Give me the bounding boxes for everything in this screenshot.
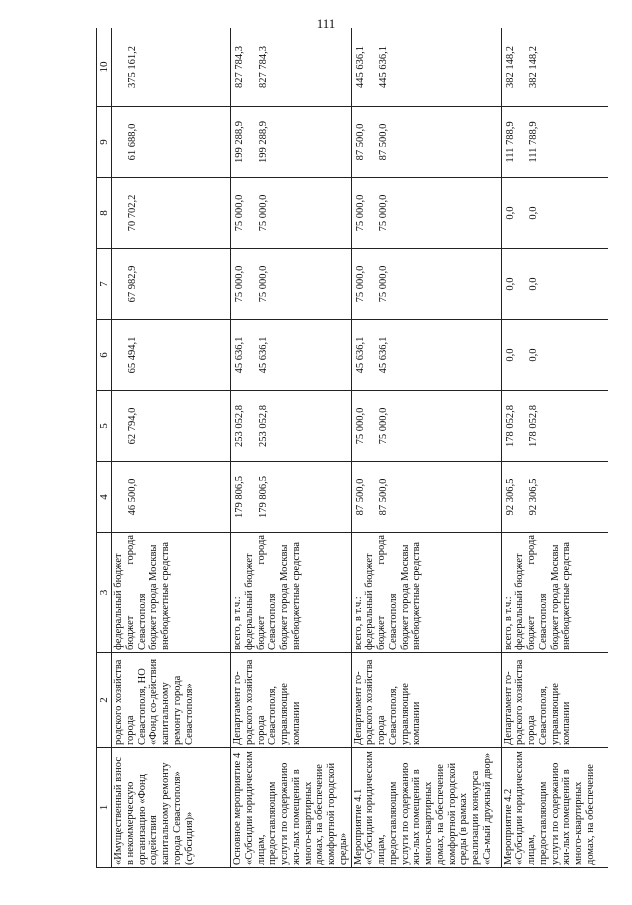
value: 178 052,8 xyxy=(528,405,539,447)
value: 87 500,0 xyxy=(354,478,366,516)
source-line: федеральный бюджет xyxy=(113,553,124,650)
source-line: федеральный бюджет xyxy=(243,553,255,650)
value: 111 788,9 xyxy=(528,121,539,163)
value: 75 000,0 xyxy=(378,265,389,303)
value-cell xyxy=(112,249,231,320)
value: 75 000,0 xyxy=(354,194,366,232)
value-cell xyxy=(112,178,231,249)
value: 45 636,1 xyxy=(354,336,366,374)
value: 67 982,9 xyxy=(126,265,138,303)
source-line: бюджет города xyxy=(376,535,387,650)
value-cell xyxy=(501,178,608,249)
value: 65 494,1 xyxy=(126,336,138,374)
value: 92 306,5 xyxy=(528,478,539,516)
header-cell: 5 xyxy=(97,391,112,462)
value-cell xyxy=(231,249,352,320)
value-cell xyxy=(231,320,352,391)
value-cell xyxy=(351,28,501,107)
header-cell: 2 xyxy=(97,653,112,748)
measure-name: Мероприятие 4.1 «Субсидии юридическим лицам, предоставляющим услуги по содержанию жи-лых помещений в много-квартирных домах, на обеспечение комфортной городской среды (в рамках реализации конкурса «Са-мый дружный двор» xyxy=(351,748,501,868)
value-cell xyxy=(501,107,608,178)
header-cell: 3 xyxy=(97,533,112,653)
header-cell: 1 xyxy=(97,748,112,868)
rotated-table-area xyxy=(96,28,608,868)
source-line: всего, в т.ч.: xyxy=(502,596,514,650)
value: 87 500,0 xyxy=(354,123,366,161)
value: 0,0 xyxy=(504,206,516,220)
value-cell xyxy=(231,107,352,178)
value: 75 000,0 xyxy=(257,265,269,303)
source-line: федеральный бюджет xyxy=(514,553,526,650)
header-cell: 4 xyxy=(97,462,112,533)
table-row xyxy=(351,28,501,868)
page-number: 111 xyxy=(316,16,336,31)
header-cell: 9 xyxy=(97,107,112,178)
value-cell xyxy=(351,249,501,320)
value: 87 500,0 xyxy=(378,478,389,516)
funding-sources xyxy=(501,533,608,653)
executor: Департамент го-родского хозяйства города Севастополя, управляющие компании xyxy=(501,653,608,748)
value: 199 288,9 xyxy=(257,121,269,163)
source-line: бюджет города xyxy=(124,535,136,650)
value: 445 636,1 xyxy=(354,46,366,88)
value: 178 052,8 xyxy=(504,405,516,447)
source-line: бюджет города Москвы xyxy=(279,544,290,650)
value-cell xyxy=(351,320,501,391)
value-cell xyxy=(501,28,608,107)
value: 87 500,0 xyxy=(378,123,389,161)
value: 0,0 xyxy=(504,277,516,291)
source-line: бюджет города xyxy=(526,535,537,650)
source-line: Севастополя xyxy=(387,593,399,650)
value: 253 052,8 xyxy=(234,405,245,447)
measure-name: Основное мероприятие 4 «Субсидии юридическим лицам, предоставляющим услуги по содержанию жи-лых помещений в много-квартирных домах, на обеспечение комфортной городской среды» xyxy=(231,748,352,868)
source-line: Севастополя xyxy=(267,593,279,650)
value-cell xyxy=(351,107,501,178)
source-line: внебюджетные средства xyxy=(411,541,423,650)
source-line: бюджет города Москвы xyxy=(549,544,561,650)
executor: родского хозяйства города Севастополя, НО «Фонд со-действия капитальному ремонту города Севастополя» xyxy=(112,653,231,748)
value: 199 288,9 xyxy=(234,121,245,163)
value-cell xyxy=(351,462,501,533)
header-row xyxy=(97,28,112,868)
table-row xyxy=(112,28,231,868)
source-line: федеральный бюджет xyxy=(364,553,376,650)
source-line: внебюджетные средства xyxy=(160,541,171,650)
value: 0,0 xyxy=(528,348,539,362)
source-line: бюджет города Москвы xyxy=(399,544,411,650)
value: 382 148,2 xyxy=(504,46,516,88)
value: 92 306,5 xyxy=(504,478,516,516)
table-row xyxy=(501,28,608,868)
value: 70 702,2 xyxy=(126,194,138,232)
executor: Департамент го-родского хозяйства города Севастополя, управляющие компании xyxy=(351,653,501,748)
source-line: внебюджетные средства xyxy=(561,541,573,650)
value: 75 000,0 xyxy=(354,407,366,445)
source-line: всего, в т.ч.: xyxy=(232,596,243,650)
value-cell xyxy=(231,462,352,533)
value-cell xyxy=(231,28,352,107)
value-cell xyxy=(501,320,608,391)
value: 253 052,8 xyxy=(257,405,269,447)
value: 75 000,0 xyxy=(234,265,245,303)
value-cell xyxy=(231,391,352,462)
header-cell: 8 xyxy=(97,178,112,249)
header-cell: 6 xyxy=(97,320,112,391)
value-cell xyxy=(351,178,501,249)
value: 45 636,1 xyxy=(378,336,389,374)
source-line: внебюджетные средства xyxy=(290,541,302,650)
value: 75 000,0 xyxy=(354,265,366,303)
value-cell xyxy=(501,249,608,320)
value-cell xyxy=(112,28,231,107)
value-cell xyxy=(112,391,231,462)
value: 179 806,5 xyxy=(257,476,269,518)
funding-sources xyxy=(112,533,231,653)
value: 0,0 xyxy=(528,206,539,220)
source-line: Севастополя xyxy=(537,593,549,650)
value: 62 794,0 xyxy=(126,407,138,445)
source-line: всего, в т.ч.: xyxy=(352,596,364,650)
value: 61 688,0 xyxy=(126,123,138,161)
value-cell xyxy=(351,391,501,462)
funding-sources xyxy=(351,533,501,653)
value: 75 000,0 xyxy=(234,194,245,232)
value: 75 000,0 xyxy=(257,194,269,232)
value: 827 784,3 xyxy=(257,46,269,88)
value-cell xyxy=(112,320,231,391)
value: 0,0 xyxy=(528,277,539,291)
value: 45 636,1 xyxy=(257,336,269,374)
value: 382 148,2 xyxy=(528,46,539,88)
value: 75 000,0 xyxy=(378,407,389,445)
value: 375 161,2 xyxy=(126,46,138,88)
funding-table xyxy=(96,28,608,868)
value: 179 806,5 xyxy=(234,476,245,518)
rotated-table xyxy=(96,28,608,868)
value-cell xyxy=(231,178,352,249)
value-cell xyxy=(501,391,608,462)
measure-name: Мероприятие 4.2 «Субсидии юридическим лицам, предоставляющим услуги по содержанию жи-лых помещений в много-квартирных домах, на обеспечение xyxy=(501,748,608,868)
source-line: бюджет города Москвы xyxy=(148,544,160,650)
value-cell xyxy=(112,462,231,533)
header-cell: 10 xyxy=(97,28,112,107)
value: 0,0 xyxy=(504,348,516,362)
source-line: бюджет города xyxy=(255,535,267,650)
value-cell xyxy=(501,462,608,533)
value-cell xyxy=(112,107,231,178)
measure-name: «Имущественный взнос в некоммерческую организацию «Фонд содействия капитальному ремонту города Севастополя» (субсидия)» xyxy=(112,748,231,868)
value: 45 636,1 xyxy=(234,336,245,374)
executor: Департамент го-родского хозяйства города Севастополя, управляющие компании xyxy=(231,653,352,748)
value: 75 000,0 xyxy=(378,194,389,232)
value: 46 500,0 xyxy=(126,478,138,516)
source-line: Севастополя xyxy=(136,593,148,650)
header-cell: 7 xyxy=(97,249,112,320)
funding-sources xyxy=(231,533,352,653)
table-row xyxy=(231,28,352,868)
value: 445 636,1 xyxy=(378,46,389,88)
value: 827 784,3 xyxy=(234,46,245,88)
value: 111 788,9 xyxy=(504,121,516,163)
